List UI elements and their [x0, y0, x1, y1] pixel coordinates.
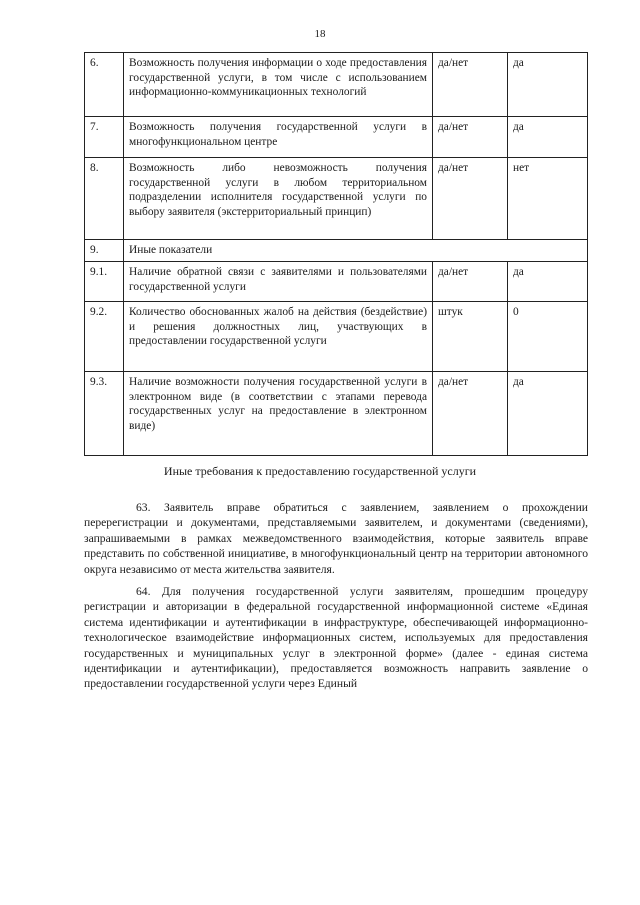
page-number: 18 [314, 28, 326, 40]
row-value: да [508, 262, 588, 302]
table-row [85, 302, 588, 372]
row-number: 9.1. [85, 262, 124, 302]
row-description: Возможность получения государственной услуги в многофункциональном центре [124, 117, 433, 158]
row-description: Иные показатели [124, 240, 588, 262]
row-description: Возможность получения информации о ходе предоставления государственной услуги, в том числе с использованием информационно-коммуникационных технологий [124, 53, 433, 117]
row-unit: да/нет [433, 158, 508, 240]
row-description: Возможность либо невозможность получения государственной услуги в любом территориальном подразделении исполнителя государственной услуги по выбору заявителя (экстерриториальный принцип) [124, 158, 433, 240]
table-row [85, 117, 588, 158]
row-value: да [508, 117, 588, 158]
paragraph-64: 64. Для получения государственной услуги заявителям, прошедшим процедуру регистрации и авторизации в федеральной государственной информационной системе «Единая система идентификации и аутентификации в инфраструктуре, обеспечивающей информационно-технологическое взаимодействие информационных систем, используемых для предоставления государственных и муниципальных услуг в электронной форме» (далее - единая система идентификации и аутентификации), предоставляется возможность направить заявление о предоставлении государственной услуги через Единый [84, 585, 588, 691]
row-number: 6. [85, 53, 124, 117]
row-unit: штук [433, 302, 508, 372]
row-value: нет [508, 158, 588, 240]
row-description: Наличие возможности получения государственной услуги в электронном виде (в соответствии с этапами перевода государственных услуг на предоставление в электронном виде) [124, 372, 433, 456]
row-description: Наличие обратной связи с заявителями и пользователями государственной услуги [124, 262, 433, 302]
section-heading: Иные требования к предоставлению государственной услуги [163, 464, 477, 478]
row-number: 9.3. [85, 372, 124, 456]
row-unit: да/нет [433, 372, 508, 456]
table-row [85, 372, 588, 456]
table-row [85, 262, 588, 302]
row-value: да [508, 53, 588, 117]
row-unit: да/нет [433, 262, 508, 302]
row-value: да [508, 372, 588, 456]
row-number: 7. [85, 117, 124, 158]
row-unit: да/нет [433, 117, 508, 158]
table-row [85, 53, 588, 117]
table-row [85, 158, 588, 240]
row-number: 8. [85, 158, 124, 240]
row-unit: да/нет [433, 53, 508, 117]
row-value: 0 [508, 302, 588, 372]
row-description: Количество обоснованных жалоб на действия (бездействие) и решения должностных лиц, участвующих в предоставлении государственной услуги [124, 302, 433, 372]
indicators-table [84, 52, 588, 456]
paragraph-63: 63. Заявитель вправе обратиться с заявлением, заявлением о прохождении перерегистрации и документами, представляемыми заявителем, и документами (сведениями), запрашиваемыми в рамках межведомственного взаимодействия, которые заявитель вправе представить по собственной инициативе, в многофункциональный центр на территории автономного округа независимо от места жительства заявителя. [84, 501, 588, 576]
row-number: 9. [85, 240, 124, 262]
row-number: 9.2. [85, 302, 124, 372]
table-row [85, 240, 588, 262]
